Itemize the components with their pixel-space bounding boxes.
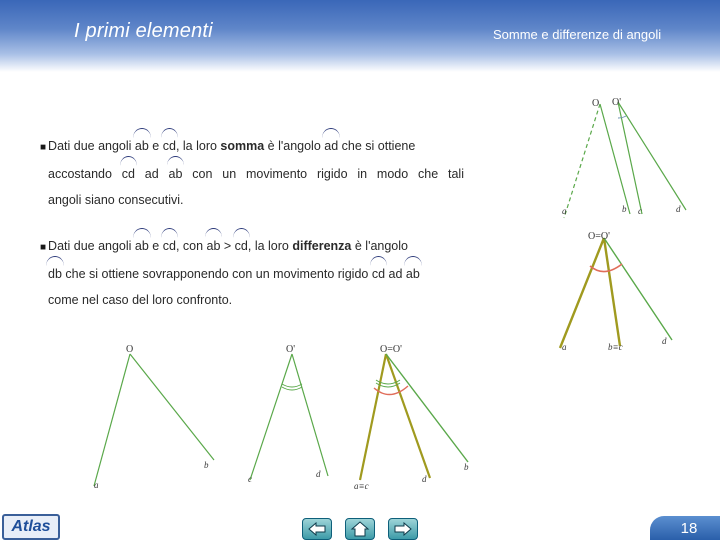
label-OeqO1: O=O'	[380, 344, 402, 355]
p2-line3: come nel caso del loro confronto.	[48, 293, 233, 307]
angle-cd: cd	[372, 261, 385, 287]
section-subtitle: Somme e differenze di angoli	[493, 27, 662, 42]
text: è l'angolo	[351, 239, 408, 253]
label-beqc: b≡c	[608, 342, 623, 352]
ray-b	[130, 354, 214, 460]
angle-ad: ad	[324, 133, 338, 159]
angle-db: db	[48, 261, 62, 287]
label-c: c	[638, 206, 642, 216]
p1-line3: angoli siano consecutivi.	[48, 193, 184, 207]
text: Dati due angoli	[48, 139, 135, 153]
p1-line2	[40, 161, 464, 187]
angle-cd: cd	[163, 233, 176, 259]
angle-ab: ab	[207, 233, 221, 259]
text: è l'angolo	[264, 139, 325, 153]
label-O1: O'	[612, 97, 622, 108]
prev-button[interactable]	[302, 518, 332, 540]
arrow-left-icon	[307, 522, 327, 536]
angle-ab: ab	[135, 233, 149, 259]
angle-cd: cd	[235, 233, 248, 259]
next-button[interactable]	[388, 518, 418, 540]
angle-arc-difference	[590, 264, 622, 272]
text: che si ottiene	[338, 139, 416, 153]
label-d: d	[316, 469, 321, 479]
home-icon	[350, 521, 370, 537]
ray-d	[618, 102, 686, 210]
ray-c	[250, 354, 292, 480]
p2-line1	[40, 233, 464, 261]
paragraph-differenza	[40, 233, 464, 313]
header-banner	[0, 0, 720, 72]
paragraph-somma	[40, 133, 464, 213]
label-b: b	[464, 462, 469, 472]
ray-a	[564, 104, 600, 218]
label-O1: O'	[286, 344, 296, 355]
ray-b	[600, 104, 630, 214]
text: Dati due angoli	[48, 239, 135, 253]
label-b: b	[622, 204, 627, 214]
label-d: d	[662, 336, 667, 346]
term-differenza: differenza	[292, 239, 352, 253]
angle-cd-diagram	[240, 340, 340, 490]
text: , la loro	[247, 239, 293, 253]
ray-a	[560, 238, 604, 348]
label-d: d	[676, 204, 681, 214]
text: accostando	[48, 167, 122, 181]
ray-d	[386, 354, 430, 478]
p1-line1	[40, 133, 464, 161]
angle-ab: ab	[169, 161, 183, 187]
bullet-icon: ■	[40, 142, 47, 153]
angle-ab: ab	[135, 133, 149, 159]
label-b: b	[204, 460, 209, 470]
overlap-diagram	[346, 340, 486, 492]
label-c: c	[248, 474, 252, 484]
text: , con	[175, 239, 207, 253]
angle-cd: cd	[122, 161, 135, 187]
label-d: d	[422, 474, 427, 484]
text: , la loro	[175, 139, 221, 153]
atlas-logo: Atlas	[2, 514, 60, 540]
ray-a	[94, 354, 130, 486]
home-button[interactable]	[345, 518, 375, 540]
angle-ab: ab	[406, 261, 420, 287]
label-a: a	[562, 206, 567, 216]
angle-ab-diagram	[88, 340, 228, 490]
sum-diagram	[552, 92, 702, 220]
arrow-right-icon	[393, 522, 413, 536]
label-OeqO1: O=O'	[588, 231, 610, 242]
ray-b	[386, 354, 468, 462]
text: che si ottiene sovrapponendo con un movimento rigido	[61, 267, 372, 281]
ray-c	[618, 102, 642, 214]
p2-line2	[40, 261, 464, 287]
text: con un movimento rigido in modo che tali	[182, 167, 464, 181]
text: ad	[134, 167, 169, 181]
text: e	[148, 239, 163, 253]
angle-cd: cd	[163, 133, 176, 159]
ray-d	[604, 238, 672, 340]
ray-a-c	[360, 354, 386, 480]
text: e	[148, 139, 163, 153]
label-O: O	[126, 344, 134, 355]
angle-arc	[618, 116, 626, 118]
angle-arc	[282, 384, 302, 387]
label-aeqc: a≡c	[354, 481, 369, 491]
ray-b-c	[604, 238, 620, 346]
term-somma: somma	[220, 139, 265, 153]
text: ad	[385, 267, 406, 281]
text: >	[220, 239, 235, 253]
label-a: a	[94, 480, 99, 490]
bullet-icon: ■	[40, 242, 47, 253]
ray-d	[292, 354, 328, 476]
difference-diagram	[552, 226, 702, 354]
page-title: I primi elementi	[74, 20, 213, 42]
page-number: 18	[650, 516, 720, 540]
label-a: a	[562, 342, 567, 352]
label-O: O	[592, 98, 600, 109]
